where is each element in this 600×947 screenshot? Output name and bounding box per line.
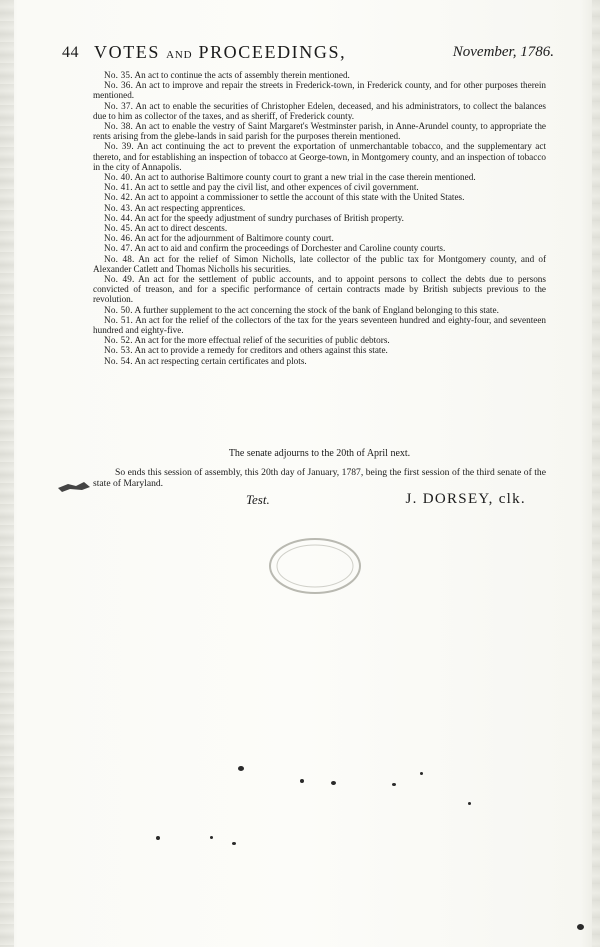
act-item [93, 121, 546, 141]
act-text: An act for the relief of Simon Nicholls, late collector of the public tax for Montgomery county, and of Alexander Catlett and Thomas Nicholls his securities. [93, 253, 546, 274]
act-text: An act for the settlement of public accounts, and to appoint persons to collect the debts due to persons convicted of treason, and for a specific performance of certain contracts made by British subjects previous to the revolution. [93, 274, 546, 305]
act-number: No. 38. [104, 121, 134, 132]
act-item [93, 335, 546, 345]
ink-smudge [56, 476, 92, 496]
act-text: An act to enable the vestry of Saint Margaret's Westminster parish, in Anne-Arundel county, to appropriate the rents arising from the glebe-lands in said parish for the purposes therein mentioned. [93, 121, 546, 142]
act-item [93, 213, 546, 223]
clerk-signature: J. DORSEY, clk. [405, 491, 526, 507]
act-item [93, 203, 546, 213]
act-number: No. 50. [104, 304, 133, 315]
act-item [93, 80, 546, 100]
act-item [93, 141, 546, 172]
act-text: An act to direct descents. [134, 223, 228, 234]
act-item [93, 182, 546, 192]
page-right-edge [592, 0, 600, 947]
act-text: An act for the adjournment of Baltimore county court. [134, 233, 334, 244]
act-text: An act respecting apprentices. [134, 202, 246, 213]
act-text: An act to provide a remedy for creditors and others against this state. [134, 345, 388, 356]
act-text: An act to improve and repair the streets in Frederick-town, in Frederick county, and for other purposes therein mentioned. [93, 80, 546, 101]
ink-speck [468, 802, 471, 805]
act-item [93, 101, 546, 121]
page-number: 44 [62, 44, 79, 61]
act-item [93, 70, 546, 80]
act-text: An act for the relief of the collectors of the tax for the years seventeen hundred and eighty-four, and seventeen hundred and eighty-five. [93, 314, 546, 336]
act-item [93, 305, 546, 315]
act-item [93, 356, 546, 366]
ink-speck [420, 772, 423, 775]
ink-speck [392, 783, 396, 786]
page-left-edge [0, 0, 14, 947]
act-number: No. 48. [104, 253, 135, 264]
ink-speck [331, 781, 336, 785]
act-text: An act to aid and confirm the proceedings of Dorchester and Caroline county courts. [134, 243, 446, 254]
session-closing: So ends this session of assembly, this 20th day of January, 1787, being the first session of the third senate of the state of Maryland. [93, 467, 546, 489]
act-number: No. 46. [104, 233, 133, 244]
act-text: An act to continue the acts of assembly therein mentioned. [134, 70, 350, 80]
act-number: No. 52. [104, 335, 133, 346]
act-number: No. 53. [104, 345, 133, 356]
act-number: No. 54. [104, 355, 133, 366]
act-text: An act to settle and pay the civil list, and other expences of civil government. [134, 182, 419, 193]
act-item [93, 243, 546, 253]
ink-speck [300, 779, 304, 783]
act-item [93, 233, 546, 243]
act-text: A further supplement to the act concerning the stock of the bank of England belonging to this state. [134, 304, 499, 315]
signature-line [93, 492, 546, 512]
act-number: No. 47. [104, 243, 133, 254]
ink-speck [156, 836, 160, 840]
library-stamp [267, 536, 363, 596]
act-number: No. 39. [104, 141, 134, 152]
running-title [94, 42, 346, 63]
ink-speck [210, 836, 213, 839]
running-date: November, 1786. [452, 44, 554, 60]
act-item [93, 254, 546, 274]
act-item [93, 223, 546, 233]
act-text: An act respecting certain certificates and plots. [134, 355, 307, 366]
act-item [93, 274, 546, 305]
act-text: An act continuing the act to prevent the exportation of unmerchantable tobacco, and the supplementary act thereto, and for establishing an inspection of tobacco at George-town, in Montgomery county, and an inspection of tobacco in the city of Annapolis. [93, 141, 546, 172]
act-number: No. 35. [104, 70, 133, 80]
act-number: No. 36. [104, 80, 134, 91]
act-text: An act to enable the securities of Christopher Edelen, deceased, and his administrators, to collect the balances due to him as collector of the taxes, and as sheriff, of Frederick county. [93, 100, 546, 121]
act-item [93, 345, 546, 355]
act-number: No. 49. [104, 274, 135, 285]
act-number: No. 40. [104, 172, 133, 183]
act-number: No. 43. [104, 202, 133, 213]
act-text: An act to appoint a commissioner to settle the account of this state with the United States. [134, 192, 465, 203]
act-item [93, 172, 546, 182]
act-text: An act for the more effectual relief of the securities of public debtors. [134, 335, 390, 346]
test-label: Test. [246, 492, 270, 507]
act-number: No. 44. [104, 212, 133, 223]
act-item [93, 315, 546, 335]
act-item [93, 192, 546, 202]
senate-adjournment: The senate adjourns to the 20th of April next. [228, 448, 411, 459]
acts-list [93, 70, 546, 366]
act-text: An act to authorise Baltimore county court to grant a new trial in the case therein mentioned. [134, 172, 476, 183]
page-header [62, 40, 562, 68]
act-text: An act for the speedy adjustment of sundry purchases of British property. [134, 212, 404, 223]
title-votes: VOTES [94, 42, 160, 62]
ink-speck [232, 842, 236, 845]
ink-speck [577, 924, 584, 930]
act-number: No. 51. [104, 314, 134, 325]
act-number: No. 41. [104, 182, 133, 193]
act-number: No. 45. [104, 223, 133, 234]
act-number: No. 42. [104, 192, 133, 203]
ink-speck [238, 766, 244, 771]
title-and: AND [166, 49, 193, 61]
act-number: No. 37. [104, 100, 134, 111]
title-proceedings: PROCEEDINGS, [198, 42, 347, 62]
